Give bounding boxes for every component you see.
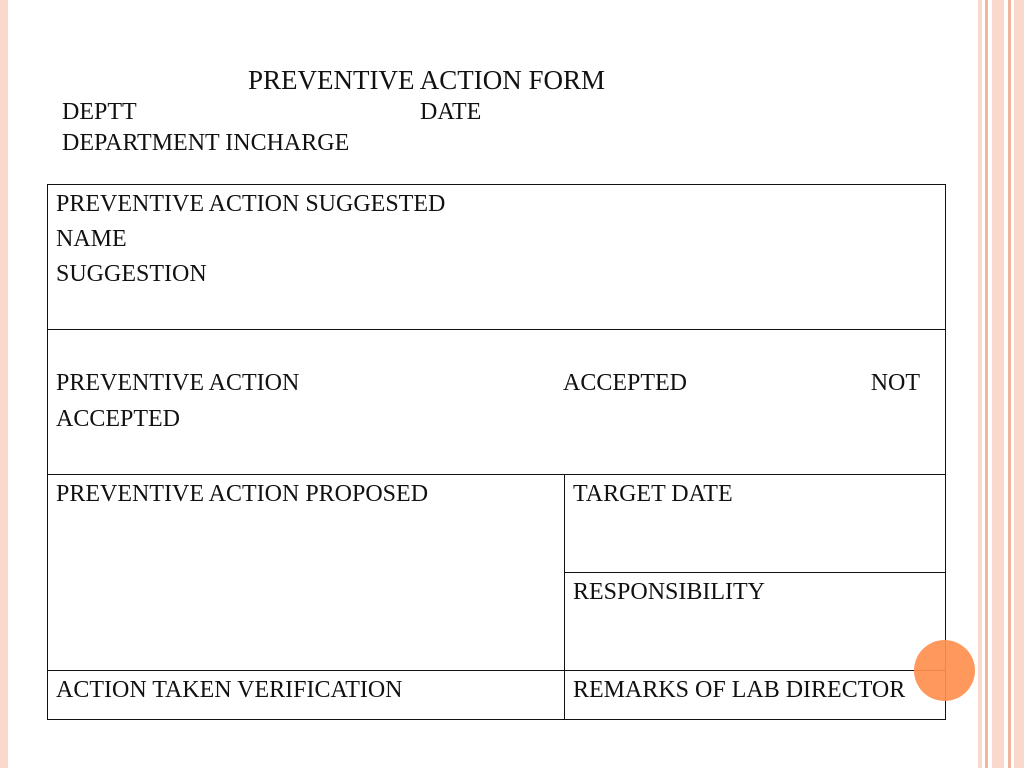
right-decor-stripe (985, 0, 988, 768)
remarks-cell[interactable] (565, 671, 946, 720)
responsibility-label: RESPONSIBILITY (573, 579, 766, 605)
acceptance-label: PREVENTIVE ACTION (56, 370, 300, 396)
right-decor-stripe (992, 0, 1004, 768)
orange-circle-decor (914, 640, 975, 701)
right-decor-stripe (1008, 0, 1011, 768)
preventive-action-table (47, 184, 946, 720)
responsibility-cell[interactable] (565, 573, 946, 671)
not-accepted-option-part2[interactable]: ACCEPTED (56, 406, 181, 432)
date-label: DATE (420, 99, 482, 125)
target-date-label: TARGET DATE (573, 481, 733, 507)
right-decor-stripe (978, 0, 982, 768)
target-date-cell[interactable] (565, 475, 946, 573)
verification-cell[interactable] (48, 671, 565, 720)
proposed-label: PREVENTIVE ACTION PROPOSED (56, 481, 429, 507)
form-title: PREVENTIVE ACTION FORM (248, 65, 606, 95)
accepted-option[interactable]: ACCEPTED (563, 370, 688, 396)
suggested-heading: PREVENTIVE ACTION SUGGESTED (56, 191, 446, 217)
acceptance-cell[interactable] (48, 330, 946, 475)
remarks-label: REMARKS OF LAB DIRECTOR (573, 677, 906, 703)
name-label: NAME (56, 226, 127, 252)
department-incharge-label: DEPARTMENT INCHARGE (62, 130, 350, 156)
deptt-label: DEPTT (62, 99, 137, 125)
suggestion-label: SUGGESTION (56, 261, 207, 287)
proposed-cell[interactable] (48, 475, 565, 671)
not-accepted-option-part1[interactable]: NOT (870, 370, 921, 396)
suggested-cell[interactable] (48, 185, 946, 330)
verification-label: ACTION TAKEN VERIFICATION (56, 677, 403, 703)
left-decor-stripe (0, 0, 8, 768)
right-decor-stripe (1014, 0, 1024, 768)
